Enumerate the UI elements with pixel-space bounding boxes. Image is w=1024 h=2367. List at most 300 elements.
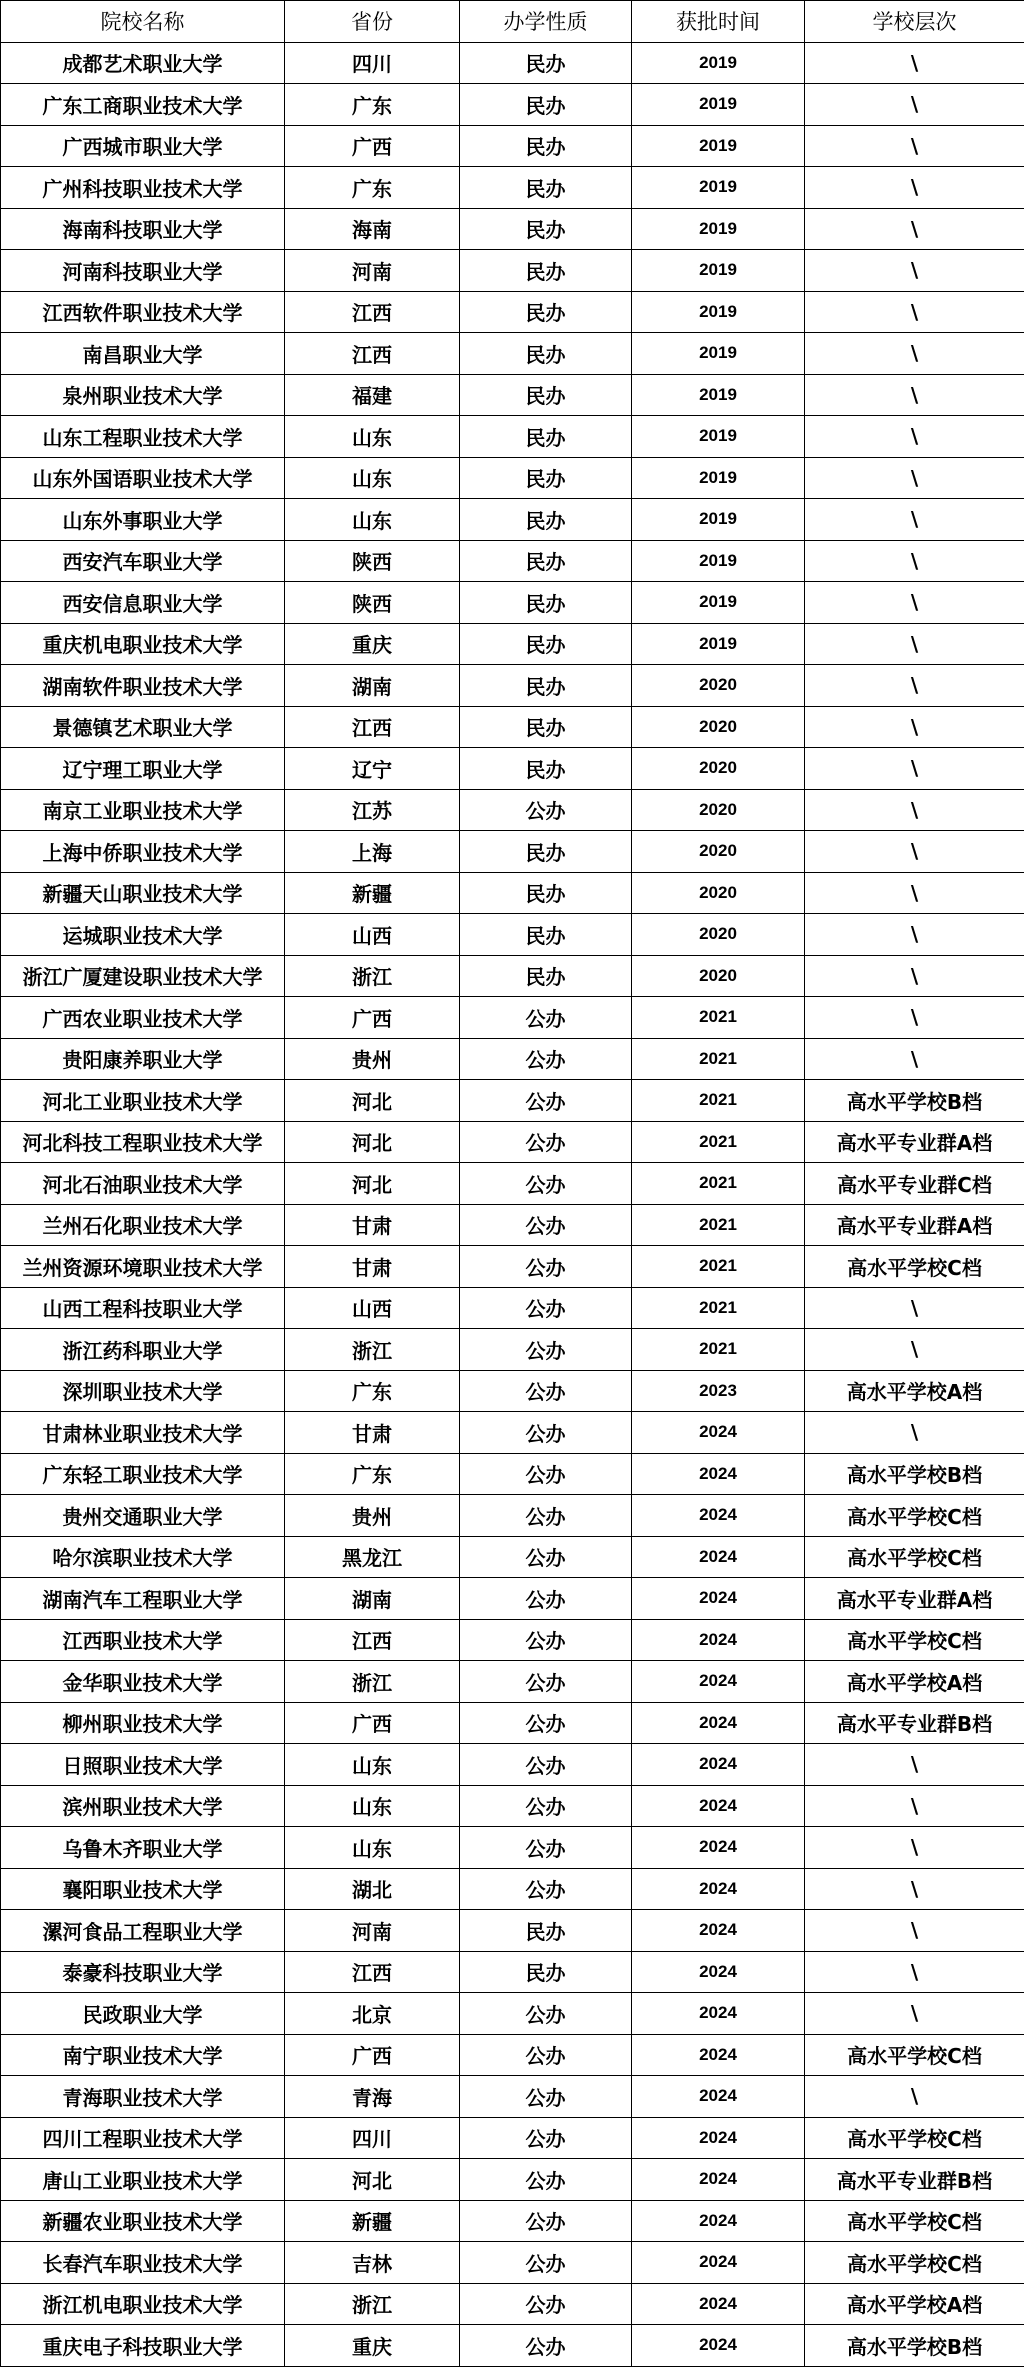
cell-province: 广西 <box>285 1702 460 1744</box>
cell-school-level: \ <box>805 1868 1024 1910</box>
table-row <box>1 748 1024 790</box>
cell-school-level: \ <box>805 2076 1024 2118</box>
table-row <box>1 2034 1024 2076</box>
cell-ownership: 民办 <box>460 1910 632 1952</box>
cell-ownership: 民办 <box>460 872 632 914</box>
cell-school-level: \ <box>805 872 1024 914</box>
cell-school-name: 日照职业技术大学 <box>1 1744 285 1786</box>
cell-school-name: 江西职业技术大学 <box>1 1619 285 1661</box>
cell-school-name: 广西农业职业技术大学 <box>1 997 285 1039</box>
cell-ownership: 民办 <box>460 623 632 665</box>
cell-ownership: 民办 <box>460 665 632 707</box>
cell-school-level: 高水平学校C档 <box>805 1246 1024 1288</box>
cell-approval-year: 2019 <box>632 208 805 250</box>
cell-school-name: 山东外国语职业技术大学 <box>1 457 285 499</box>
table-row <box>1 1370 1024 1412</box>
cell-school-name: 浙江药科职业大学 <box>1 1329 285 1371</box>
cell-school-name: 浙江广厦建设职业技术大学 <box>1 955 285 997</box>
cell-school-level: \ <box>805 1038 1024 1080</box>
table-row <box>1 208 1024 250</box>
cell-approval-year: 2024 <box>632 1951 805 1993</box>
table-row <box>1 1993 1024 2035</box>
table-row <box>1 167 1024 209</box>
cell-ownership: 民办 <box>460 208 632 250</box>
table-row <box>1 333 1024 375</box>
header-school-level: 学校层次 <box>805 1 1024 43</box>
cell-ownership: 公办 <box>460 1080 632 1122</box>
cell-ownership: 公办 <box>460 1785 632 1827</box>
table-row <box>1 2283 1024 2325</box>
cell-approval-year: 2024 <box>632 1453 805 1495</box>
cell-province: 河南 <box>285 250 460 292</box>
cell-school-name: 河北科技工程职业技术大学 <box>1 1121 285 1163</box>
cell-ownership: 公办 <box>460 1744 632 1786</box>
cell-school-level: \ <box>805 291 1024 333</box>
cell-school-name: 南宁职业技术大学 <box>1 2034 285 2076</box>
cell-school-name: 襄阳职业技术大学 <box>1 1868 285 1910</box>
cell-school-name: 乌鲁木齐职业大学 <box>1 1827 285 1869</box>
cell-approval-year: 2024 <box>632 2200 805 2242</box>
table-row <box>1 457 1024 499</box>
cell-province: 新疆 <box>285 872 460 914</box>
cell-approval-year: 2024 <box>632 2283 805 2325</box>
cell-school-name: 金华职业技术大学 <box>1 1661 285 1703</box>
cell-province: 湖北 <box>285 1868 460 1910</box>
cell-ownership: 民办 <box>460 42 632 84</box>
table-row <box>1 1619 1024 1661</box>
cell-school-level: \ <box>805 955 1024 997</box>
cell-school-name: 河北石油职业技术大学 <box>1 1163 285 1205</box>
cell-province: 河北 <box>285 1163 460 1205</box>
cell-ownership: 民办 <box>460 748 632 790</box>
table-row <box>1 2242 1024 2284</box>
cell-province: 山西 <box>285 1287 460 1329</box>
cell-province: 广西 <box>285 2034 460 2076</box>
cell-ownership: 民办 <box>460 250 632 292</box>
cell-school-level: \ <box>805 1287 1024 1329</box>
cell-province: 甘肃 <box>285 1204 460 1246</box>
cell-province: 甘肃 <box>285 1412 460 1454</box>
cell-school-level: \ <box>805 42 1024 84</box>
cell-school-name: 贵阳康养职业大学 <box>1 1038 285 1080</box>
cell-province: 山东 <box>285 1827 460 1869</box>
cell-approval-year: 2021 <box>632 1287 805 1329</box>
cell-province: 广西 <box>285 997 460 1039</box>
cell-ownership: 公办 <box>460 1038 632 1080</box>
header-province: 省份 <box>285 1 460 43</box>
cell-school-name: 江西软件职业技术大学 <box>1 291 285 333</box>
cell-province: 重庆 <box>285 623 460 665</box>
cell-ownership: 公办 <box>460 1578 632 1620</box>
cell-school-level: \ <box>805 1827 1024 1869</box>
cell-ownership: 公办 <box>460 1661 632 1703</box>
cell-province: 新疆 <box>285 2200 460 2242</box>
header-school-name: 院校名称 <box>1 1 285 43</box>
cell-approval-year: 2024 <box>632 2076 805 2118</box>
cell-approval-year: 2024 <box>632 1827 805 1869</box>
cell-province: 河北 <box>285 1080 460 1122</box>
table-row <box>1 955 1024 997</box>
cell-province: 广东 <box>285 167 460 209</box>
cell-ownership: 民办 <box>460 582 632 624</box>
table-body <box>1 42 1024 2366</box>
cell-approval-year: 2024 <box>632 1910 805 1952</box>
cell-province: 江西 <box>285 291 460 333</box>
table-row <box>1 1661 1024 1703</box>
table-row <box>1 1329 1024 1371</box>
cell-school-level: 高水平学校B档 <box>805 1453 1024 1495</box>
cell-school-name: 贵州交通职业大学 <box>1 1495 285 1537</box>
cell-school-name: 成都艺术职业大学 <box>1 42 285 84</box>
cell-province: 贵州 <box>285 1495 460 1537</box>
cell-ownership: 公办 <box>460 1287 632 1329</box>
table-row <box>1 499 1024 541</box>
cell-approval-year: 2021 <box>632 997 805 1039</box>
cell-province: 山东 <box>285 1785 460 1827</box>
cell-approval-year: 2020 <box>632 748 805 790</box>
cell-province: 江西 <box>285 1619 460 1661</box>
cell-school-name: 泰豪科技职业大学 <box>1 1951 285 1993</box>
cell-province: 广东 <box>285 1453 460 1495</box>
cell-school-name: 滨州职业技术大学 <box>1 1785 285 1827</box>
cell-school-level: 高水平学校A档 <box>805 1661 1024 1703</box>
cell-school-level: \ <box>805 1951 1024 1993</box>
cell-province: 河北 <box>285 2159 460 2201</box>
table-row <box>1 42 1024 84</box>
cell-school-name: 重庆电子科技职业大学 <box>1 2325 285 2367</box>
cell-ownership: 民办 <box>460 499 632 541</box>
cell-ownership: 民办 <box>460 955 632 997</box>
cell-approval-year: 2024 <box>632 2159 805 2201</box>
cell-ownership: 公办 <box>460 2242 632 2284</box>
cell-province: 江西 <box>285 333 460 375</box>
cell-school-name: 深圳职业技术大学 <box>1 1370 285 1412</box>
cell-province: 广东 <box>285 84 460 126</box>
cell-school-level: 高水平专业群A档 <box>805 1204 1024 1246</box>
cell-approval-year: 2019 <box>632 540 805 582</box>
cell-approval-year: 2019 <box>632 582 805 624</box>
cell-province: 江西 <box>285 1951 460 1993</box>
table-row <box>1 2159 1024 2201</box>
cell-approval-year: 2024 <box>632 2325 805 2367</box>
cell-ownership: 公办 <box>460 1993 632 2035</box>
cell-province: 河北 <box>285 1121 460 1163</box>
cell-approval-year: 2023 <box>632 1370 805 1412</box>
table-row <box>1 914 1024 956</box>
cell-school-name: 河北工业职业技术大学 <box>1 1080 285 1122</box>
cell-ownership: 公办 <box>460 1453 632 1495</box>
cell-province: 北京 <box>285 1993 460 2035</box>
table-row <box>1 1785 1024 1827</box>
table-row <box>1 1702 1024 1744</box>
cell-school-name: 新疆农业职业技术大学 <box>1 2200 285 2242</box>
cell-ownership: 民办 <box>460 706 632 748</box>
table-row <box>1 1080 1024 1122</box>
cell-approval-year: 2019 <box>632 374 805 416</box>
cell-ownership: 公办 <box>460 1163 632 1205</box>
cell-school-name: 南京工业职业技术大学 <box>1 789 285 831</box>
table-row <box>1 540 1024 582</box>
cell-school-level: \ <box>805 706 1024 748</box>
cell-ownership: 民办 <box>460 914 632 956</box>
table-row <box>1 1536 1024 1578</box>
cell-school-name: 哈尔滨职业技术大学 <box>1 1536 285 1578</box>
cell-school-level: 高水平专业群B档 <box>805 2159 1024 2201</box>
table-row <box>1 1121 1024 1163</box>
table-row <box>1 1204 1024 1246</box>
cell-school-level: \ <box>805 333 1024 375</box>
cell-province: 海南 <box>285 208 460 250</box>
table-row <box>1 1163 1024 1205</box>
cell-school-name: 上海中侨职业技术大学 <box>1 831 285 873</box>
cell-ownership: 公办 <box>460 2159 632 2201</box>
cell-ownership: 公办 <box>460 1204 632 1246</box>
cell-school-level: 高水平学校A档 <box>805 1370 1024 1412</box>
cell-school-level: \ <box>805 1412 1024 1454</box>
cell-province: 广东 <box>285 1370 460 1412</box>
cell-approval-year: 2024 <box>632 2117 805 2159</box>
cell-school-level: \ <box>805 374 1024 416</box>
table-row <box>1 623 1024 665</box>
cell-ownership: 公办 <box>460 2283 632 2325</box>
cell-ownership: 公办 <box>460 789 632 831</box>
cell-province: 青海 <box>285 2076 460 2118</box>
cell-approval-year: 2024 <box>632 1661 805 1703</box>
cell-province: 浙江 <box>285 1329 460 1371</box>
cell-school-level: \ <box>805 1785 1024 1827</box>
cell-school-name: 民政职业大学 <box>1 1993 285 2035</box>
cell-province: 上海 <box>285 831 460 873</box>
cell-approval-year: 2024 <box>632 1702 805 1744</box>
cell-ownership: 民办 <box>460 416 632 458</box>
cell-province: 山西 <box>285 914 460 956</box>
cell-school-level: \ <box>805 499 1024 541</box>
cell-province: 黑龙江 <box>285 1536 460 1578</box>
cell-school-name: 河南科技职业大学 <box>1 250 285 292</box>
cell-approval-year: 2024 <box>632 1536 805 1578</box>
table-row <box>1 1578 1024 1620</box>
cell-school-name: 西安信息职业大学 <box>1 582 285 624</box>
table-row <box>1 1412 1024 1454</box>
cell-school-name: 湖南汽车工程职业大学 <box>1 1578 285 1620</box>
cell-ownership: 公办 <box>460 2076 632 2118</box>
cell-ownership: 民办 <box>460 1951 632 1993</box>
cell-approval-year: 2021 <box>632 1080 805 1122</box>
cell-school-name: 景德镇艺术职业大学 <box>1 706 285 748</box>
header-approval-year: 获批时间 <box>632 1 805 43</box>
cell-school-level: \ <box>805 540 1024 582</box>
cell-province: 广西 <box>285 125 460 167</box>
cell-school-level: 高水平学校B档 <box>805 2325 1024 2367</box>
cell-approval-year: 2021 <box>632 1246 805 1288</box>
cell-school-level: \ <box>805 1993 1024 2035</box>
table-row <box>1 1910 1024 1952</box>
table-row <box>1 831 1024 873</box>
cell-approval-year: 2021 <box>632 1163 805 1205</box>
cell-school-level: \ <box>805 457 1024 499</box>
cell-school-name: 四川工程职业技术大学 <box>1 2117 285 2159</box>
cell-school-name: 广东轻工职业技术大学 <box>1 1453 285 1495</box>
cell-province: 四川 <box>285 2117 460 2159</box>
cell-approval-year: 2024 <box>632 1495 805 1537</box>
cell-province: 江苏 <box>285 789 460 831</box>
cell-province: 浙江 <box>285 2283 460 2325</box>
cell-approval-year: 2020 <box>632 831 805 873</box>
cell-province: 山东 <box>285 499 460 541</box>
cell-province: 山东 <box>285 416 460 458</box>
cell-school-level: 高水平学校C档 <box>805 2034 1024 2076</box>
cell-approval-year: 2024 <box>632 1785 805 1827</box>
cell-approval-year: 2019 <box>632 416 805 458</box>
cell-approval-year: 2019 <box>632 499 805 541</box>
cell-school-name: 山西工程科技职业大学 <box>1 1287 285 1329</box>
cell-approval-year: 2020 <box>632 955 805 997</box>
cell-approval-year: 2024 <box>632 1578 805 1620</box>
table-row <box>1 2200 1024 2242</box>
table-row <box>1 1744 1024 1786</box>
cell-ownership: 民办 <box>460 125 632 167</box>
cell-school-level: \ <box>805 665 1024 707</box>
cell-school-level: \ <box>805 84 1024 126</box>
cell-ownership: 公办 <box>460 1702 632 1744</box>
cell-approval-year: 2024 <box>632 2034 805 2076</box>
cell-school-name: 重庆机电职业技术大学 <box>1 623 285 665</box>
cell-school-level: 高水平学校B档 <box>805 1080 1024 1122</box>
cell-school-name: 唐山工业职业技术大学 <box>1 2159 285 2201</box>
cell-school-level: 高水平专业群A档 <box>805 1578 1024 1620</box>
cell-school-name: 兰州石化职业技术大学 <box>1 1204 285 1246</box>
cell-approval-year: 2020 <box>632 914 805 956</box>
cell-approval-year: 2019 <box>632 291 805 333</box>
cell-approval-year: 2020 <box>632 706 805 748</box>
cell-province: 陕西 <box>285 582 460 624</box>
cell-approval-year: 2024 <box>632 1993 805 2035</box>
cell-school-name: 广东工商职业技术大学 <box>1 84 285 126</box>
cell-province: 福建 <box>285 374 460 416</box>
table-row <box>1 1827 1024 1869</box>
table-row <box>1 125 1024 167</box>
cell-province: 辽宁 <box>285 748 460 790</box>
table-row <box>1 416 1024 458</box>
cell-school-level: 高水平学校C档 <box>805 2242 1024 2284</box>
cell-approval-year: 2019 <box>632 125 805 167</box>
table-row <box>1 1951 1024 1993</box>
table-row <box>1 2325 1024 2367</box>
cell-approval-year: 2021 <box>632 1204 805 1246</box>
cell-school-name: 广州科技职业技术大学 <box>1 167 285 209</box>
cell-approval-year: 2019 <box>632 457 805 499</box>
cell-ownership: 公办 <box>460 2325 632 2367</box>
cell-school-name: 山东外事职业大学 <box>1 499 285 541</box>
cell-ownership: 民办 <box>460 540 632 582</box>
table-row <box>1 84 1024 126</box>
cell-school-level: \ <box>805 997 1024 1039</box>
cell-school-level: \ <box>805 914 1024 956</box>
cell-ownership: 民办 <box>460 831 632 873</box>
cell-approval-year: 2024 <box>632 1619 805 1661</box>
cell-ownership: 公办 <box>460 1412 632 1454</box>
cell-school-name: 西安汽车职业大学 <box>1 540 285 582</box>
cell-school-name: 甘肃林业职业技术大学 <box>1 1412 285 1454</box>
cell-school-name: 新疆天山职业技术大学 <box>1 872 285 914</box>
table-row <box>1 665 1024 707</box>
cell-approval-year: 2019 <box>632 333 805 375</box>
table-row <box>1 1453 1024 1495</box>
cell-school-level: \ <box>805 1744 1024 1786</box>
cell-province: 贵州 <box>285 1038 460 1080</box>
cell-ownership: 公办 <box>460 2034 632 2076</box>
cell-school-level: 高水平专业群B档 <box>805 1702 1024 1744</box>
cell-ownership: 民办 <box>460 374 632 416</box>
cell-school-name: 南昌职业大学 <box>1 333 285 375</box>
cell-ownership: 公办 <box>460 1329 632 1371</box>
cell-school-name: 湖南软件职业技术大学 <box>1 665 285 707</box>
cell-ownership: 公办 <box>460 1246 632 1288</box>
cell-approval-year: 2021 <box>632 1038 805 1080</box>
table-row <box>1 2076 1024 2118</box>
cell-approval-year: 2020 <box>632 872 805 914</box>
cell-province: 甘肃 <box>285 1246 460 1288</box>
cell-ownership: 公办 <box>460 2117 632 2159</box>
cell-province: 湖南 <box>285 665 460 707</box>
cell-ownership: 公办 <box>460 2200 632 2242</box>
cell-school-name: 辽宁理工职业大学 <box>1 748 285 790</box>
cell-approval-year: 2024 <box>632 1412 805 1454</box>
cell-school-name: 运城职业技术大学 <box>1 914 285 956</box>
table-row <box>1 1868 1024 1910</box>
cell-school-level: \ <box>805 1329 1024 1371</box>
cell-province: 陕西 <box>285 540 460 582</box>
cell-school-name: 山东工程职业技术大学 <box>1 416 285 458</box>
table-row <box>1 997 1024 1039</box>
cell-school-level: 高水平学校C档 <box>805 1495 1024 1537</box>
cell-school-level: 高水平学校C档 <box>805 2200 1024 2242</box>
table-row <box>1 250 1024 292</box>
table-row <box>1 1495 1024 1537</box>
cell-approval-year: 2019 <box>632 250 805 292</box>
cell-school-name: 柳州职业技术大学 <box>1 1702 285 1744</box>
cell-school-name: 海南科技职业大学 <box>1 208 285 250</box>
cell-province: 四川 <box>285 42 460 84</box>
cell-approval-year: 2021 <box>632 1121 805 1163</box>
header-row <box>1 1 1024 43</box>
cell-province: 浙江 <box>285 955 460 997</box>
cell-school-level: \ <box>805 1910 1024 1952</box>
cell-school-level: 高水平学校C档 <box>805 1619 1024 1661</box>
table-row <box>1 1038 1024 1080</box>
cell-ownership: 民办 <box>460 84 632 126</box>
table-row <box>1 374 1024 416</box>
cell-school-name: 漯河食品工程职业大学 <box>1 1910 285 1952</box>
cell-province: 重庆 <box>285 2325 460 2367</box>
cell-school-level: \ <box>805 623 1024 665</box>
cell-ownership: 公办 <box>460 1121 632 1163</box>
cell-province: 山东 <box>285 457 460 499</box>
table-row <box>1 582 1024 624</box>
cell-school-name: 浙江机电职业技术大学 <box>1 2283 285 2325</box>
header-ownership: 办学性质 <box>460 1 632 43</box>
cell-approval-year: 2024 <box>632 2242 805 2284</box>
cell-province: 吉林 <box>285 2242 460 2284</box>
cell-ownership: 公办 <box>460 997 632 1039</box>
cell-ownership: 公办 <box>460 1868 632 1910</box>
cell-school-level: 高水平学校A档 <box>805 2283 1024 2325</box>
cell-approval-year: 2019 <box>632 84 805 126</box>
cell-school-name: 长春汽车职业技术大学 <box>1 2242 285 2284</box>
cell-ownership: 民办 <box>460 333 632 375</box>
cell-school-level: \ <box>805 748 1024 790</box>
cell-school-name: 泉州职业技术大学 <box>1 374 285 416</box>
